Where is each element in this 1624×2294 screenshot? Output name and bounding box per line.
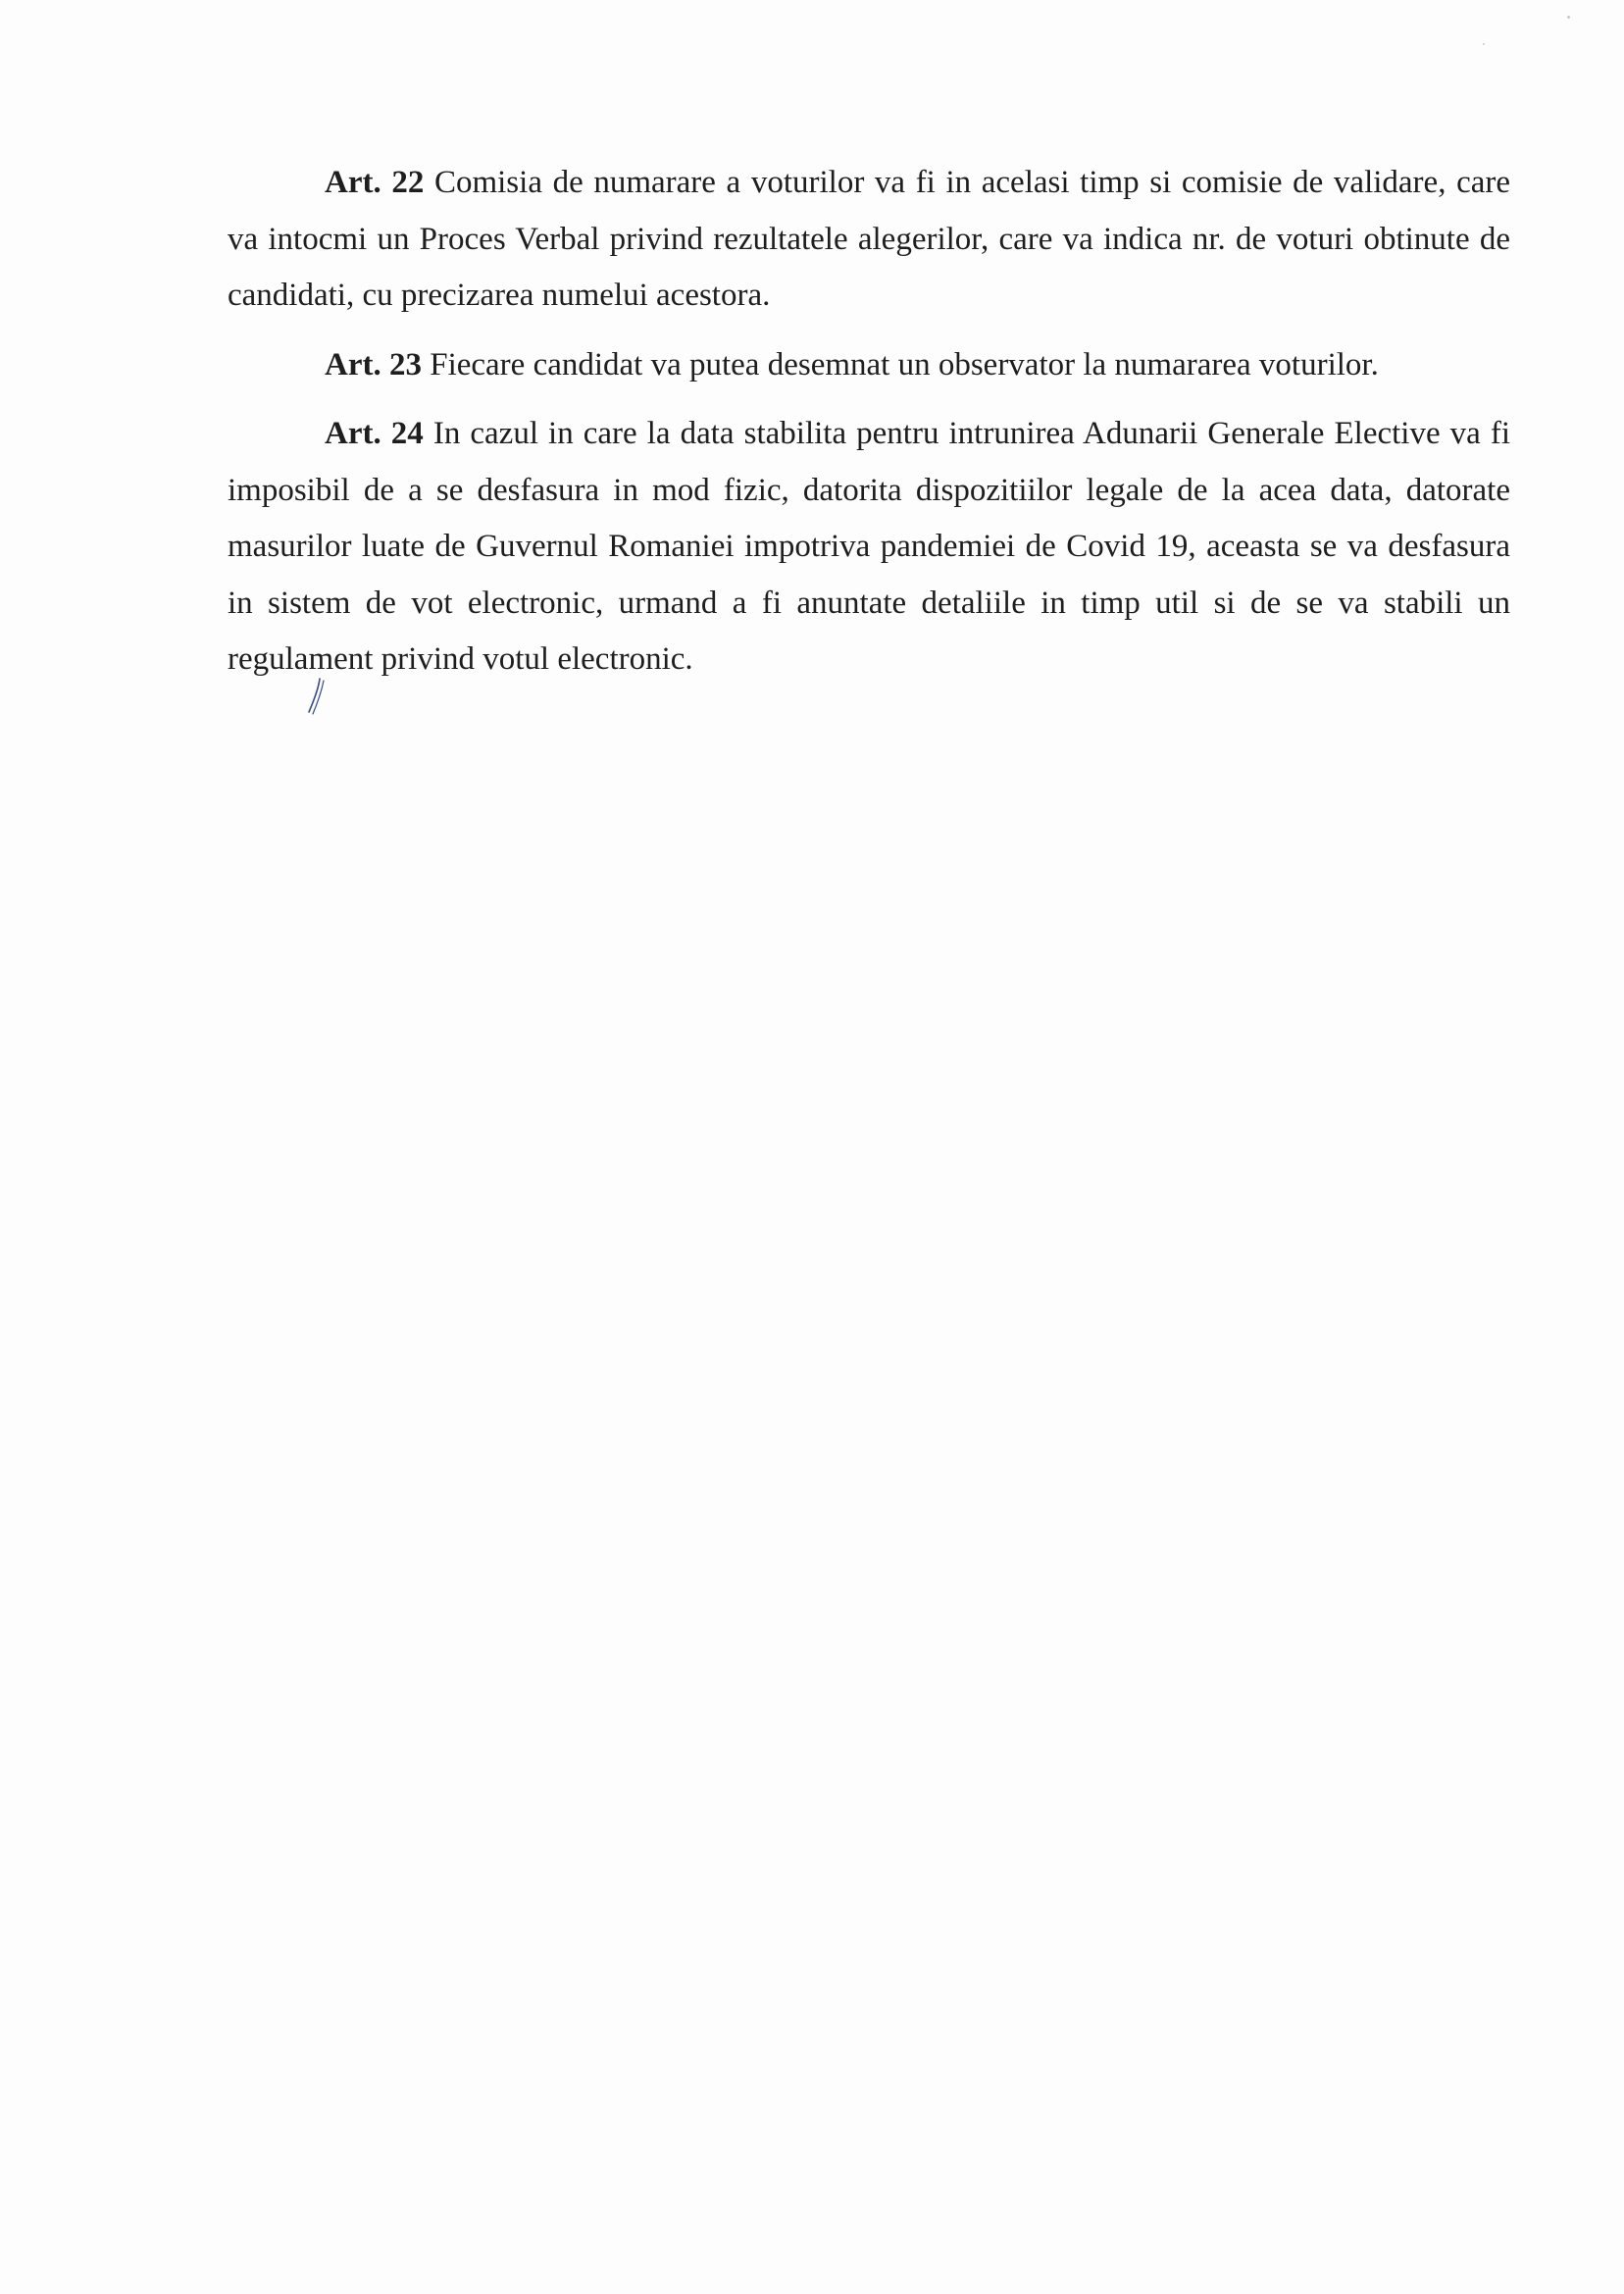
article-label: Art. 23 bbox=[325, 346, 422, 382]
signature-mark-icon bbox=[306, 677, 335, 716]
scan-speck bbox=[1567, 16, 1570, 19]
article-text: In cazul in care la data stabilita pentru intrunirea Adunarii Generale Elective va fi imposibil de a se desfasura in mod fizic, datorita dispozitiilor legale de la acea data, datorate masurilor luate de Guvernul Romaniei impotriva pandemiei de Covid 19, aceasta se va desfasura in sistem de vot electronic, urmand a fi anuntate detaliile in timp util si de se va stabili un regulament privind votul electronic. bbox=[228, 416, 1511, 677]
article-text: Fiecare candidat va putea desemnat un observator la numararea voturilor. bbox=[421, 346, 1379, 382]
scan-speck bbox=[1483, 43, 1485, 45]
article-label: Art. 24 bbox=[325, 416, 424, 451]
document-body bbox=[228, 155, 1510, 688]
article-24 bbox=[228, 406, 1510, 688]
article-23 bbox=[228, 337, 1510, 394]
article-text: Comisia de numarare a voturilor va fi in acelasi timp si comisie de validare, care va intocmi un Proces Verbal privind rezultatele alegerilor, care va indica nr. de voturi obtinute de candidati, cu precizarea numelui acestora. bbox=[228, 165, 1510, 313]
article-label: Art. 22 bbox=[325, 165, 425, 200]
article-22 bbox=[228, 155, 1510, 325]
